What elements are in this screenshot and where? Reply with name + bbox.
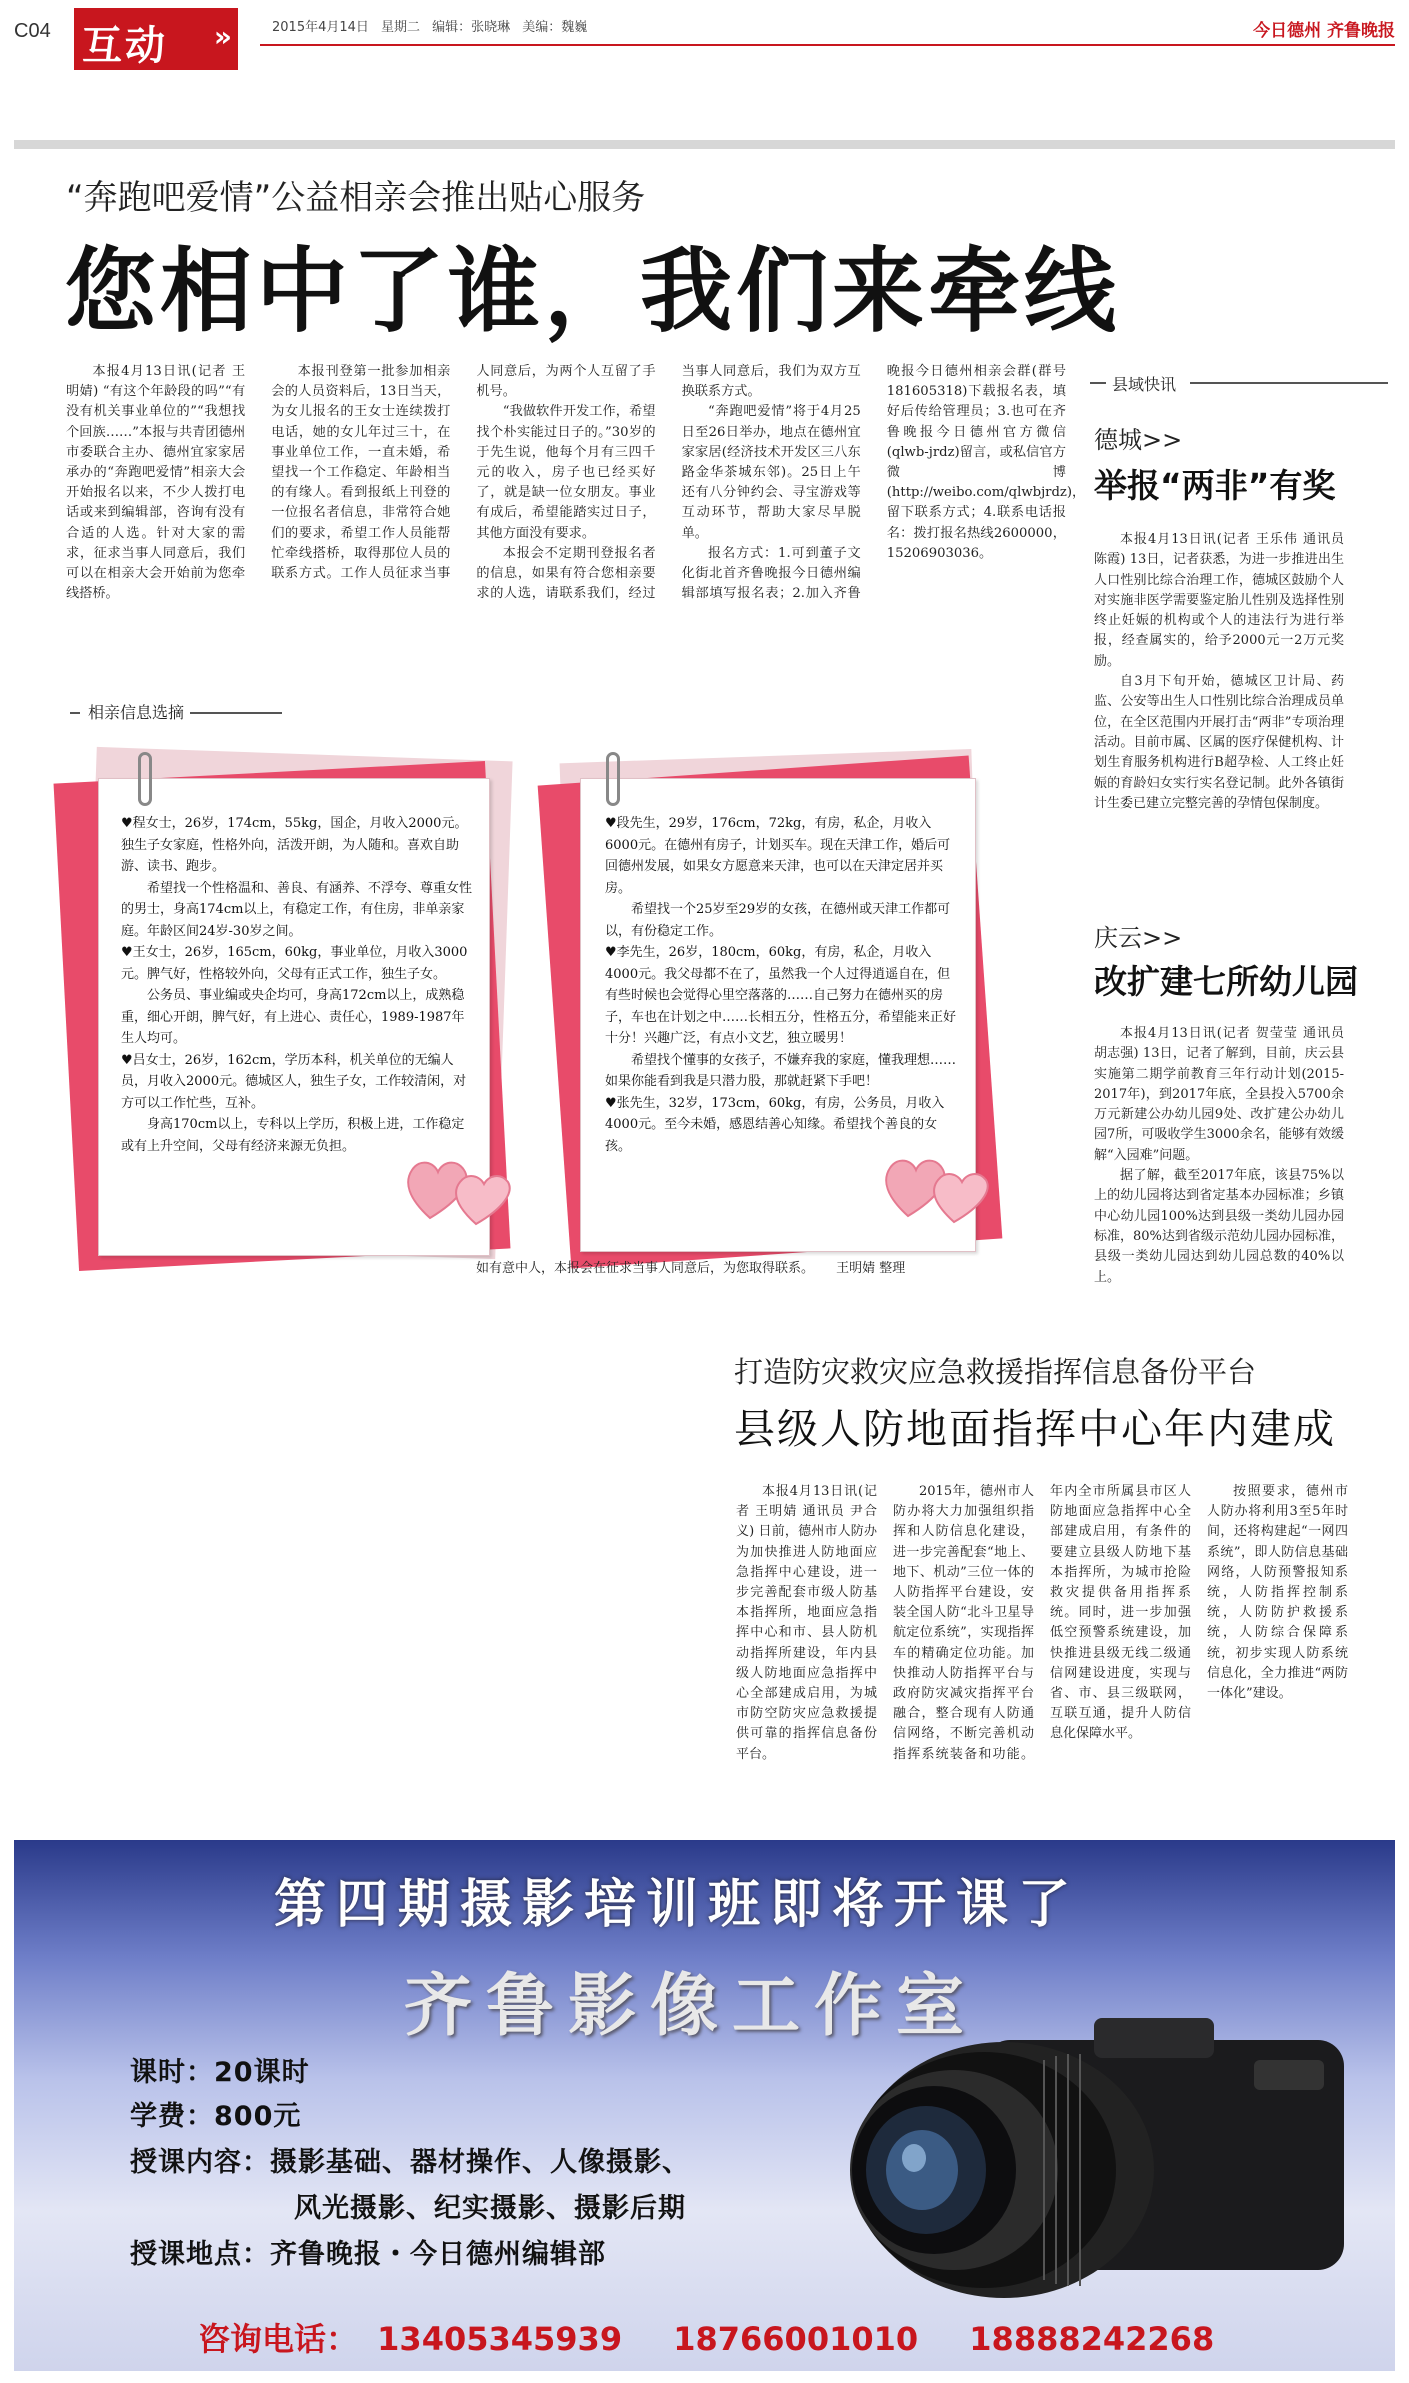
article-title: 县级人防地面指挥中心年内建成 [734, 1405, 1336, 1453]
ad-location [130, 2232, 606, 2271]
ad-title: 第四期摄影培训班即将开课了 [274, 1875, 1081, 1935]
heart-icon [402, 1138, 514, 1228]
ad-studio-name: 齐鲁影像工作室 [404, 1966, 979, 2046]
news-kicker: 德城>> [1094, 426, 1183, 454]
paragraph: 按照要求，德州市人防办将利用3至5年时间，还将构建起“一网四系统”，即人防信息基础网络，人防预警报知系统，人防指挥控制系统，人防防护救援系统，人防综合保障系统，初步实现人防系统信息化，全力推进“两防一体化”建设。 [1207, 1484, 1348, 1702]
paragraph: 本报刊登第一批参加相亲会的人员资料后，13日当天，为女儿报名的王女士连续拨打电话，她的女儿年过三十，在事业单位工作，一直未婚，希望找一个工作稳定、年龄相当的有缘人。看到报纸上刊登的一位报名者信息，非常符合她们的要求，希望工作人员能帮忙牵线搭桥，取得那位人员的联系方式。工作人员征求当事人同意后，为两个人互留了手机号。 [271, 364, 656, 582]
news-title: 举报“两非”有奖 [1094, 466, 1336, 505]
paragraph: 本报会不定期刊登报名者的信息，如果有符合您相亲要求的人选，请联系我们，经过当事人同意后，我们为双方互换联系方式。 [476, 364, 861, 602]
paragraph: 本报4月13日讯(记者 王明婧) “有这个年龄段的吗”“有没有机关事业单位的”“我想找个回族……”本报与共青团德州市委联合主办、德州宜家家居承办的“奔跑吧爱情”相亲大会开始报名以来，不少人拨打电话或来到编辑部，咨询有没有合适的人选。针对大家的需求，征求当事人同意后，我们可以在相亲大会开始前为您牵线搭桥。 [66, 364, 246, 602]
photography-ad [14, 1840, 1395, 2371]
camera-icon [834, 2000, 1354, 2300]
paragraph: 本报4月13日讯(记者 贺莹莹 通讯员 胡志强) 13日，记者了解到，目前，庆云县实施第二期学前教育三年行动计划(2015-2017年)，到2017年底，全县投入5700余万元新建公办幼儿园9处、改扩建公办幼儿园7所，可吸收学生3000余名，能够有效缓解“入园难”问题。 [1094, 1026, 1344, 1163]
newspaper-brand: 今日德州 齐鲁晚报 [1253, 21, 1395, 41]
ad-phone-number: 18766001010 [673, 2320, 919, 2358]
article2-body [736, 1482, 1348, 1808]
section-rule [1190, 382, 1388, 384]
section-rule [190, 712, 282, 714]
news-kicker: 庆云>> [1094, 924, 1183, 952]
header-bar [14, 140, 1395, 149]
ad-hours [130, 2050, 310, 2089]
section-rule [1090, 382, 1106, 384]
ad-hours-value: 20课时 [214, 2057, 310, 2088]
footnote-credit: 王明婧 整理 [836, 1261, 906, 1276]
chevron-right-icon: » [213, 20, 232, 53]
footnote [476, 1257, 905, 1276]
profile-entry: ♥吕女士，26岁，162cm，学历本科，机关单位的无编人员，月收入2000元。德城区人，独生子女，工作较清闲，对方可以工作忙些，互补。 [121, 1052, 467, 1111]
paper-clip-icon [606, 752, 620, 806]
paragraph: 报名方式：1.可到董子文化街北首齐鲁晚报今日德州编辑部填写报名表；2.加入齐鲁晚报今日德州相亲会群(群号181605318)下载报名表，填好后传给管理员；3.也可在齐鲁晚报今日德州官方微信(qlwb-jrdz)留言，或私信官方微博(http://weibo.com/qlwbjrdz)，留下联系方式；4.联系电话报名：拨打报名热线2600000，15206903036。 [681, 364, 1086, 602]
profile-entry: ♥张先生，32岁，173cm，60kg，有房，公务员，月收入4000元。至今未婚，感恩结善心知缘。希望找个善良的女孩。 [605, 1095, 945, 1154]
profile-entry: 希望找个懂事的女孩子，不嫌弃我的家庭，懂我理想……如果你能看到我是只潜力股，那就赶紧下手吧！ [605, 1052, 957, 1089]
ad-phone-number: 18888242268 [969, 2320, 1215, 2358]
ad-location-label: 授课地点： [130, 2239, 270, 2270]
profile-entry: 身高170cm以上，专科以上学历，积极上进，工作稳定或有上升空间，父母有经济来源无负担。 [121, 1117, 465, 1154]
news-body [1094, 530, 1344, 814]
profile-entry: 希望找一个性格温和、善良、有涵养、不浮夸、尊重女性的男士，身高174cm以上，有稳定工作，有住房，非单亲家庭。年龄区间24岁-30岁之间。 [121, 880, 473, 939]
header-rule [260, 44, 1395, 46]
ad-phone [198, 2314, 1254, 2360]
paragraph: 本报4月13日讯(记者 王乐伟 通讯员 陈霞) 13日，记者获悉，为进一步推进出生人口性别比综合治理工作，德城区鼓励个人对实施非医学需要鉴定胎儿性别及选择性别终止妊娠的机构或个人的违法行为进行举报，经查属实的，给予2000元一2万元奖励。 [1094, 532, 1344, 669]
ad-content-line2: 风光摄影、纪实摄影、摄影后期 [294, 2193, 686, 2224]
ad-hours-label: 课时： [130, 2057, 214, 2088]
news-title: 改扩建七所幼儿园 [1094, 962, 1358, 1001]
ad-content-label: 授课内容： [130, 2147, 270, 2178]
ad-content [130, 2140, 690, 2179]
article-headline: 您相中了谁，我们来牵线 [64, 237, 1121, 345]
profile-entry: ♥王女士，26岁，165cm，60kg，事业单位，月收入3000元。脾气好，性格较外向，父母有正式工作，独生子女。 [121, 945, 468, 982]
paragraph: 2015年，德州市人防办将大力加强组织指挥和人防信息化建设，进一步完善配套“地上、地下、机动”三位一体的人防指挥平台建设，安装全国人防“北斗卫星导航定位系统”，实现指挥车的精确定位功能。加快推动人防指挥平台与政府防灾减灾指挥平台融合，整合现有人防通信网络，不断完善机动指挥系统装备和功能。年内全市所属县市区人防地面应急指挥中心全部建成启用，有条件的要建立县级人防地下基本指挥所，为城市抢险救灾提供备用指挥系统。同时，进一步加强低空预警系统建设，加快推进县级无线二级通信网建设进度，实现与省、市、县三级联网，互联互通，提升人防信息化保障水平。 [893, 1484, 1191, 1762]
ad-phone-number: 13405345939 [377, 2320, 623, 2358]
section-label: 相亲信息选摘 [88, 703, 185, 722]
profile-entry: ♥程女士，26岁，174cm，55kg，国企，月收入2000元。独生子女家庭，性格外向，活泼开朗，为人随和。喜欢自助游、读书、跑步。 [121, 816, 468, 874]
paragraph: 本报4月13日讯(记者 王明婧 通讯员 尹合义) 日前，德州市人防办为加快推进人防地面应急指挥中心建设，进一步完善配套市级人防基本指挥所，地面应急指挥中心和市、县人防机动指挥所建设，年内县级人防地面应急指挥中心全部建成启用，为城市防空防灾应急救援提供可靠的指挥信息备份平台。 [736, 1484, 877, 1762]
heart-icon [880, 1136, 992, 1226]
paragraph: 据了解，截至2017年底，该县75%以上的幼儿园将达到省定基本办园标准；乡镇中心幼儿园100%达到县级一类幼儿园办园标准，80%达到省级示范幼儿园办园标准，县级一类幼儿园达到幼儿园总数的40%以上。 [1094, 1168, 1344, 1285]
page-number: C04 [14, 20, 51, 42]
paragraph: “我做软件开发工作，希望找个朴实能过日子的。”30岁的于先生说，他每个月有三四千元的收入，房子也已经买好了，就是缺一位女朋友。事业有成后，希望能踏实过日子，其他方面没有要求。 [476, 404, 656, 541]
paragraph: 自3月下旬开始，德城区卫计局、药监、公安等出生人口性别比综合治理成员单位，在全区范围内开展打击“两非”专项治理活动。目前市属、区属的医疗保健机构、计划生育服务机构进行B超孕检、人工终止妊娠的育龄妇女实行实名登记制。此外各镇街计生委已建立完整完善的孕情包保制度。 [1094, 674, 1344, 811]
paper-clip-icon [138, 752, 152, 806]
section-name: 互动 [82, 23, 168, 69]
paragraph: “奔跑吧爱情”将于4月25日至26日举办，地点在德州宜家家居(经济技术开发区三八东路金华茶城东邻)。25日上午还有八分钟约会、寻宝游戏等互动环节，帮助大家尽早脱单。 [681, 404, 861, 541]
ad-fee [130, 2094, 301, 2133]
ad-phone-label: 咨询电话： [198, 2320, 359, 2358]
column-label: 县域快讯 [1112, 375, 1177, 394]
section-rule [70, 712, 80, 714]
section-badge [74, 8, 238, 70]
main-article-body [66, 362, 1086, 662]
ad-content-value: 摄影基础、器材操作、人像摄影、 [270, 2147, 690, 2178]
profile-entry: 希望找一个25岁至29岁的女孩，在德州或天津工作都可以，有份稳定工作。 [605, 902, 951, 939]
profile-entry: ♥段先生，29岁，176cm，72kg，有房，私企，月收入6000元。在德州有房子，计划买车。现在天津工作，婚后可回德州发展，如果女方愿意来天津，也可以在天津定居并买房。 [605, 816, 951, 896]
profile-entry: 公务员、事业编或央企均可，身高172cm以上，成熟稳重，细心开朗，脾气好，有上进心、责任心，1989-1987年生人均可。 [121, 988, 465, 1046]
profile-entry: ♥李先生，26岁，180cm，60kg，有房，私企，月收入4000元。我父母都不在了，虽然我一个人过得逍遥自在，但有些时候也会觉得心里空落落的……自己努力在德州买的房子，车也在计划之中……长相五分，性格五分，希望能来正好十分！兴趣广泛，有点小文艺，独立暖男！ [605, 945, 957, 1046]
article-subtitle: 打造防灾救灾应急救援指挥信息备份平台 [734, 1355, 1257, 1389]
news-body [1094, 1024, 1344, 1288]
article-subtitle: “奔跑吧爱情”公益相亲会推出贴心服务 [66, 178, 646, 218]
ad-location-value: 齐鲁晚报・今日德州编辑部 [270, 2239, 606, 2270]
ad-fee-label: 学费： [130, 2101, 214, 2132]
issue-meta: 2015年4月14日 星期二 编辑：张晓琳 美编：魏巍 [272, 20, 588, 35]
ad-fee-value: 800元 [214, 2101, 302, 2132]
footnote-text: 如有意中人，本报会在征求当事人同意后，为您取得联系。 [476, 1261, 815, 1276]
